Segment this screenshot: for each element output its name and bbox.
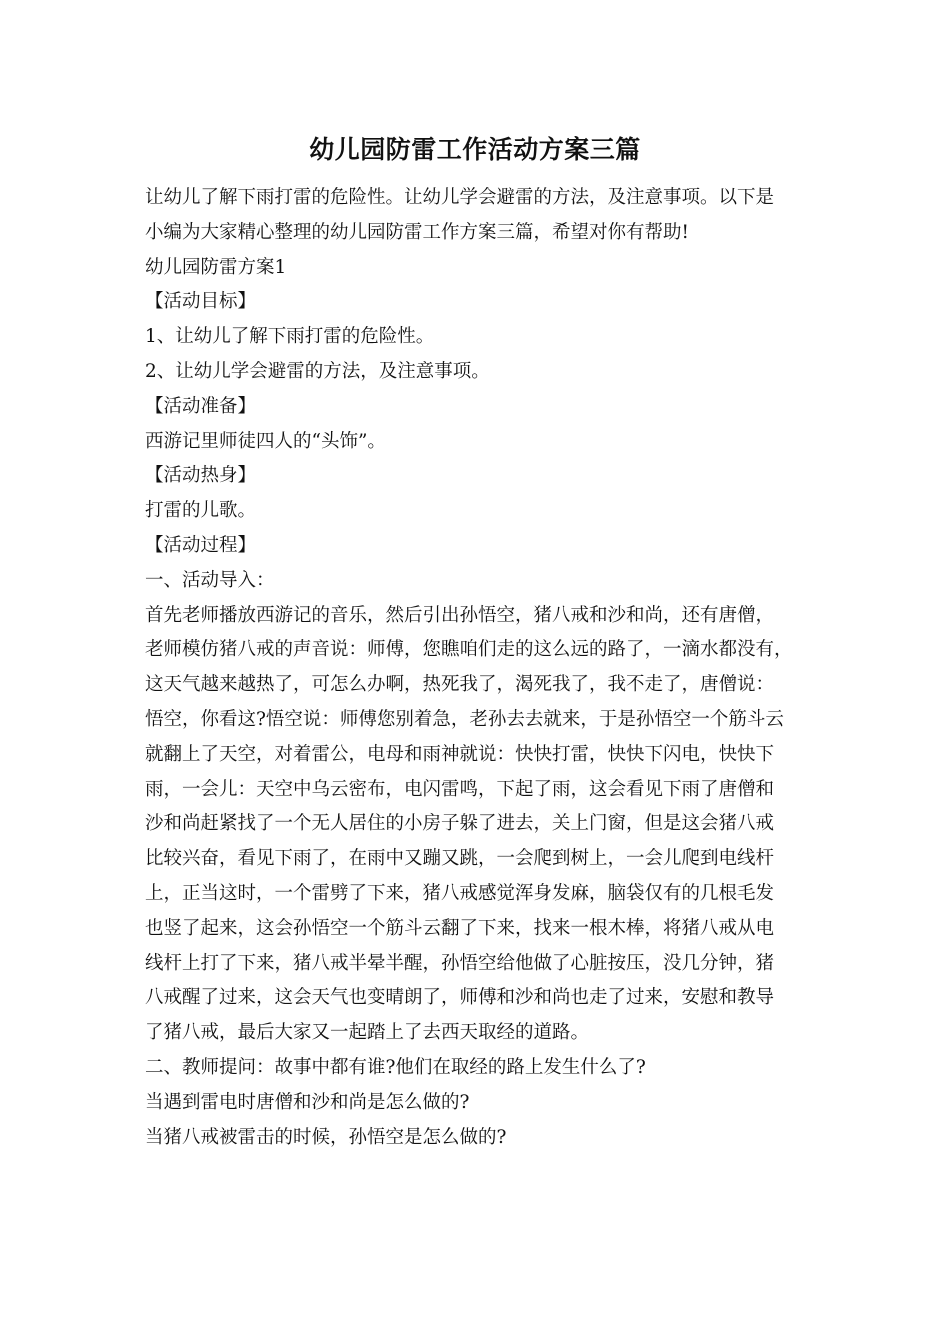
body-line: 小编为大家精心整理的幼儿园防雷工作方案三篇，希望对你有帮助! bbox=[145, 221, 689, 243]
body-line: 就翻上了天空，对着雷公，电母和雨神就说：快快打雷，快快下闪电，快快下 bbox=[145, 743, 775, 765]
body-line: 这天气越来越热了，可怎么办啊，热死我了，渴死我了，我不走了，唐僧说： bbox=[145, 674, 775, 696]
body-line: 二、教师提问：故事中都有谁?他们在取经的路上发生什么了? bbox=[145, 1056, 646, 1078]
body-line: 比较兴奋，看见下雨了，在雨中又蹦又跳，一会爬到树上，一会儿爬到电线杆 bbox=[145, 848, 775, 870]
body-line: 了猪八戒，最后大家又一起踏上了去西天取经的道路。 bbox=[145, 1022, 590, 1044]
body-line: 西游记里师徒四人的“头饰”。 bbox=[145, 430, 386, 452]
document-title: 幼儿园防雷工作活动方案三篇 bbox=[309, 135, 641, 164]
body-line: 让幼儿了解下雨打雷的危险性。让幼儿学会避雷的方法，及注意事项。以下是 bbox=[145, 187, 775, 208]
document-body bbox=[145, 181, 825, 1155]
section-heading: 【活动准备】 bbox=[145, 395, 257, 417]
body-line: 老师模仿猪八戒的声音说：师傅，您瞧咱们走的这么远的路了，一滴水都没有， bbox=[145, 639, 793, 661]
body-line: 1、让幼儿了解下雨打雷的危险性。 bbox=[145, 326, 435, 348]
body-line: 八戒醒了过来，这会天气也变晴朗了，师傅和沙和尚也走了过来，安慰和教导 bbox=[145, 987, 775, 1009]
section-heading: 【活动热身】 bbox=[145, 465, 257, 487]
body-line: 2、让幼儿学会避雷的方法，及注意事项。 bbox=[145, 360, 490, 382]
section-heading: 【活动过程】 bbox=[145, 534, 257, 556]
body-line: 首先老师播放西游记的音乐，然后引出孙悟空，猪八戒和沙和尚，还有唐僧， bbox=[145, 604, 775, 626]
section-heading: 【活动目标】 bbox=[145, 291, 257, 313]
body-line: 悟空，你看这?悟空说：师傅您别着急，老孙去去就来，于是孙悟空一个筋斗云 bbox=[145, 708, 784, 730]
body-line: 也竖了起来，这会孙悟空一个筋斗云翻了下来，找来一根木棒，将猪八戒从电 bbox=[145, 917, 775, 939]
body-line: 打雷的儿歌。 bbox=[145, 500, 257, 522]
body-line: 线杆上打了下来，猪八戒半晕半醒，孙悟空给他做了心脏按压，没几分钟，猪 bbox=[145, 952, 775, 974]
body-line: 当猪八戒被雷击的时候，孙悟空是怎么做的? bbox=[145, 1126, 507, 1148]
body-line: 上，正当这时，一个雷劈了下来，猪八戒感觉浑身发麻，脑袋仅有的几根毛发 bbox=[145, 882, 775, 904]
section-heading: 幼儿园防雷方案1 bbox=[145, 256, 287, 278]
body-line: 一、活动导入： bbox=[145, 569, 275, 591]
body-line: 雨，一会儿：天空中乌云密布，电闪雷鸣，下起了雨，这会看见下雨了唐僧和 bbox=[145, 778, 775, 800]
body-line: 当遇到雷电时唐僧和沙和尚是怎么做的? bbox=[145, 1091, 470, 1113]
body-line: 沙和尚赶紧找了一个无人居住的小房子躲了进去，关上门窗，但是这会猪八戒 bbox=[145, 813, 775, 835]
